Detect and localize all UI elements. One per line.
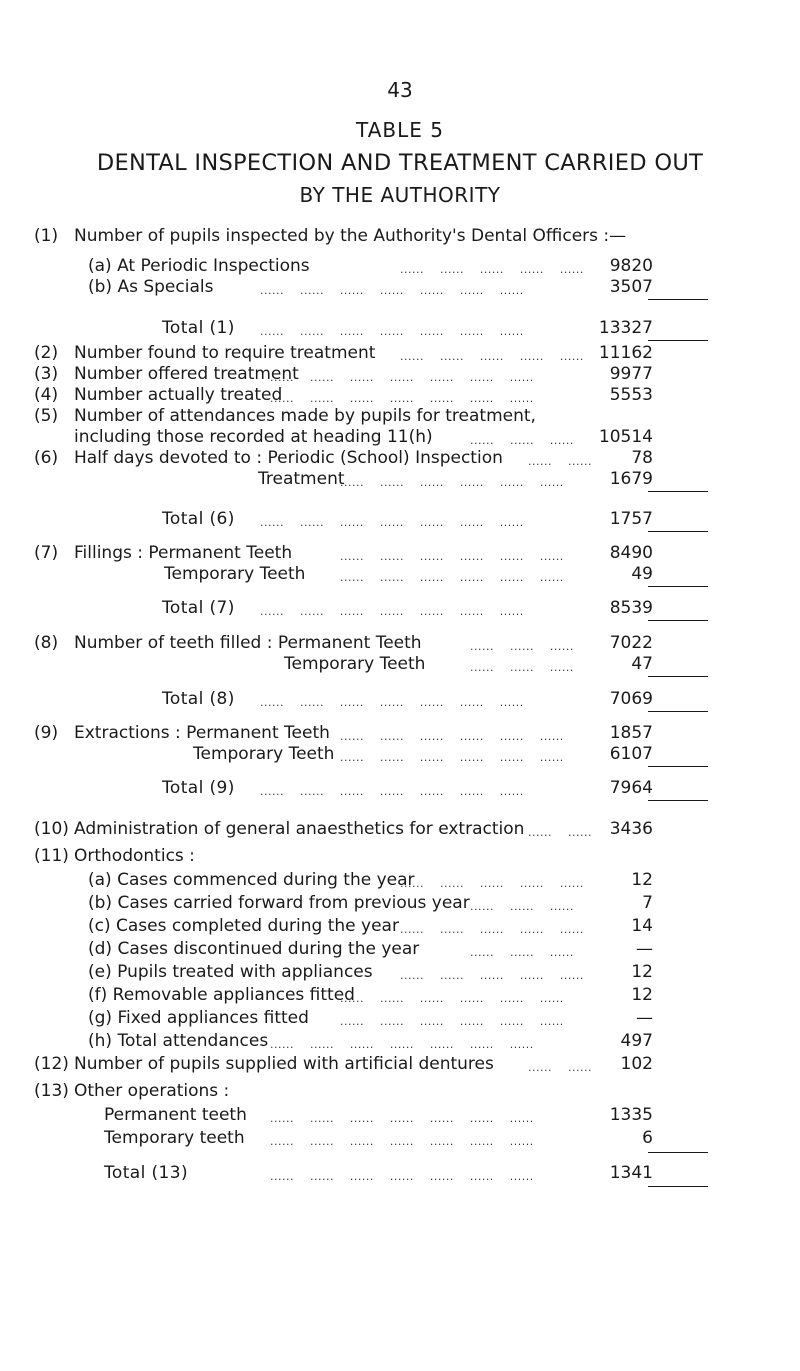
leader-dots: ...... ...... ...... ...... ...... ......	[340, 476, 564, 489]
leader-dots: ...... ...... ......	[470, 640, 574, 653]
row-label: Extractions : Permanent Teeth	[74, 723, 330, 743]
section-1-heading	[0, 225, 800, 247]
row-value: 78	[631, 448, 653, 468]
leader-dots: ...... ...... ...... ...... ...... ...... ......	[270, 1170, 534, 1183]
row-value: 497	[620, 1031, 653, 1051]
leader-dots: ...... ...... ...... ...... ...... ...... ......	[260, 325, 524, 338]
row-value: 3507	[609, 277, 653, 297]
row-value: 12	[631, 985, 653, 1005]
total-9-row	[0, 777, 800, 799]
row-label: Temporary Teeth	[193, 744, 335, 764]
section-number: (7)	[34, 543, 59, 563]
total-label: Total (13)	[104, 1163, 189, 1183]
leader-dots: ...... ...... ...... ...... ......	[400, 263, 584, 276]
total-label: Total (6)	[162, 509, 235, 529]
orthodontics-item	[0, 938, 800, 960]
leader-dots: ...... ......	[528, 1061, 592, 1074]
row-value: 10514	[598, 427, 653, 447]
leader-dots: ...... ...... ...... ...... ...... ...... ......	[270, 1112, 534, 1125]
row-label: Treatment	[258, 469, 345, 489]
row-value: 6	[642, 1128, 653, 1148]
section-number: (11)	[34, 846, 69, 866]
total-value: 8539	[609, 598, 653, 618]
section-3-row	[0, 363, 800, 385]
total-rule	[648, 766, 708, 767]
section-5-row	[0, 405, 800, 427]
row-value: 9820	[609, 256, 653, 276]
section-10-row	[0, 818, 800, 840]
total-value: 7069	[609, 689, 653, 709]
row-label: Number found to require treatment	[74, 343, 376, 363]
total-value: 7964	[609, 778, 653, 798]
orthodontics-item	[0, 892, 800, 914]
total-label: Total (9)	[162, 778, 235, 798]
row-value: 3436	[609, 819, 653, 839]
total-1-row	[0, 317, 800, 339]
table-title: TABLE 5	[356, 118, 444, 142]
section-11-heading	[0, 845, 800, 867]
row-value: 5553	[609, 385, 653, 405]
total-rule	[648, 711, 708, 712]
row-label: (b) As Specials	[88, 277, 214, 297]
orthodontics-item	[0, 1007, 800, 1029]
total-8-row	[0, 688, 800, 710]
leader-dots: ...... ...... ...... ...... ...... ...... ......	[260, 696, 524, 709]
row-label: Other operations :	[74, 1081, 230, 1101]
total-6-row	[0, 508, 800, 530]
section-2-row	[0, 342, 800, 364]
leader-dots: ...... ...... ...... ...... ......	[400, 350, 584, 363]
row-value: 102	[620, 1054, 653, 1074]
row-value: 7022	[609, 633, 653, 653]
leader-dots: ...... ...... ......	[470, 661, 574, 674]
total-rule	[648, 800, 708, 801]
section-number: (2)	[34, 343, 59, 363]
leader-dots: ...... ...... ...... ...... ...... ......	[340, 571, 564, 584]
section-number: (8)	[34, 633, 59, 653]
leader-dots: ...... ...... ...... ...... ...... ......	[340, 550, 564, 563]
leader-dots: ...... ...... ...... ...... ...... ......	[340, 730, 564, 743]
section-9-row	[0, 722, 800, 744]
page-number: 43	[387, 78, 413, 102]
total-rule	[648, 340, 708, 341]
section-8-row	[0, 632, 800, 654]
section-number: (13)	[34, 1081, 69, 1101]
leader-dots: ...... ...... ...... ...... ...... ...... ......	[270, 371, 534, 384]
section-8-temp-row	[0, 653, 800, 675]
total-value: 1341	[609, 1163, 653, 1183]
leader-dots: ...... ...... ...... ...... ......	[400, 923, 584, 936]
row-label: Half days devoted to : Periodic (School) Inspection	[74, 448, 503, 468]
row-label: (c) Cases completed during the year	[88, 916, 399, 936]
row-label: Number offered treatment	[74, 364, 299, 384]
row-label: (f) Removable appliances fitted	[88, 985, 355, 1005]
total-13-row	[0, 1162, 800, 1184]
row-value: 49	[631, 564, 653, 584]
row-label: (g) Fixed appliances fitted	[88, 1008, 309, 1028]
row-value: 12	[631, 962, 653, 982]
row-label: Orthodontics :	[74, 846, 195, 866]
row-value: 47	[631, 654, 653, 674]
orthodontics-item	[0, 1030, 800, 1052]
row-label: Number of teeth filled : Permanent Teeth	[74, 633, 422, 653]
orthodontics-item	[0, 869, 800, 891]
section-1a-row	[0, 255, 800, 277]
section-6-treatment-row	[0, 468, 800, 490]
row-value: 12	[631, 870, 653, 890]
row-label: Number actually treated	[74, 385, 283, 405]
row-value: 7	[642, 893, 653, 913]
leader-dots: ...... ...... ...... ...... ...... ......	[340, 992, 564, 1005]
row-label: (a) At Periodic Inspections	[88, 256, 310, 276]
row-value: 8490	[609, 543, 653, 563]
section-12-row	[0, 1053, 800, 1075]
row-label: Number of pupils inspected by the Authority's Dental Officers :—	[74, 226, 627, 246]
leader-dots: ...... ...... ......	[470, 900, 574, 913]
section-number: (12)	[34, 1054, 69, 1074]
section-13-heading	[0, 1080, 800, 1102]
row-label: Administration of general anaesthetics for extraction	[74, 819, 525, 839]
table-heading-line-1: DENTAL INSPECTION AND TREATMENT CARRIED OUT	[96, 150, 704, 176]
section-1b-row	[0, 276, 800, 298]
leader-dots: ...... ...... ...... ...... ...... ...... ......	[260, 284, 524, 297]
row-label: (b) Cases carried forward from previous year	[88, 893, 470, 913]
section-6-row	[0, 447, 800, 469]
section-number: (5)	[34, 406, 59, 426]
table-heading-line-2: BY THE AUTHORITY	[299, 183, 501, 207]
orthodontics-item	[0, 984, 800, 1006]
row-label: including those recorded at heading 11(h)	[74, 427, 433, 447]
section-13-temp-row	[0, 1127, 800, 1149]
total-label: Total (1)	[162, 318, 235, 338]
total-rule	[648, 676, 708, 677]
row-value: —	[636, 1008, 653, 1028]
section-number: (4)	[34, 385, 59, 405]
leader-dots: ...... ...... ...... ...... ...... ......	[340, 1015, 564, 1028]
leader-dots: ...... ...... ...... ...... ...... ...... ......	[270, 1135, 534, 1148]
orthodontics-item	[0, 915, 800, 937]
total-rule	[648, 1152, 708, 1153]
leader-dots: ...... ...... ...... ...... ...... ......	[340, 751, 564, 764]
leader-dots: ...... ...... ...... ...... ...... ...... ......	[270, 392, 534, 405]
row-label: (d) Cases discontinued during the year	[88, 939, 420, 959]
section-4-row	[0, 384, 800, 406]
total-7-row	[0, 597, 800, 619]
row-value: 1679	[609, 469, 653, 489]
total-rule	[648, 1186, 708, 1187]
section-number: (10)	[34, 819, 69, 839]
section-9-temp-row	[0, 743, 800, 765]
row-value: 9977	[609, 364, 653, 384]
leader-dots: ...... ...... ...... ...... ...... ...... ......	[260, 605, 524, 618]
total-rule	[648, 299, 708, 300]
total-value: 1757	[609, 509, 653, 529]
leader-dots: ...... ...... ...... ...... ...... ...... ......	[260, 785, 524, 798]
row-label: Number of pupils supplied with artificial dentures	[74, 1054, 494, 1074]
row-label: (e) Pupils treated with appliances	[88, 962, 373, 982]
total-rule	[648, 491, 708, 492]
section-number: (6)	[34, 448, 59, 468]
total-label: Total (7)	[162, 598, 235, 618]
row-value: 6107	[609, 744, 653, 764]
leader-dots: ...... ......	[528, 826, 592, 839]
section-7-row	[0, 542, 800, 564]
leader-dots: ...... ...... ...... ...... ...... ...... ......	[260, 516, 524, 529]
leader-dots: ...... ...... ...... ...... ......	[400, 877, 584, 890]
section-number: (9)	[34, 723, 59, 743]
row-label: Fillings : Permanent Teeth	[74, 543, 293, 563]
leader-dots: ...... ...... ......	[470, 946, 574, 959]
row-value: 1335	[609, 1105, 653, 1125]
leader-dots: ...... ...... ......	[470, 434, 574, 447]
total-value: 13327	[598, 318, 653, 338]
row-label: Temporary Teeth	[164, 564, 306, 584]
total-rule	[648, 620, 708, 621]
total-label: Total (8)	[162, 689, 235, 709]
total-rule	[648, 531, 708, 532]
row-value: 11162	[598, 343, 653, 363]
row-label: Number of attendances made by pupils for treatment,	[74, 406, 536, 426]
section-5-row-cont	[0, 426, 800, 448]
leader-dots: ...... ...... ...... ...... ...... ...... ......	[270, 1038, 534, 1051]
row-label: Temporary Teeth	[284, 654, 426, 674]
row-value: —	[636, 939, 653, 959]
section-number: (3)	[34, 364, 59, 384]
row-value: 14	[631, 916, 653, 936]
section-7-temp-row	[0, 563, 800, 585]
row-label: Temporary teeth	[104, 1128, 245, 1148]
total-rule	[648, 586, 708, 587]
row-label: (h) Total attendances	[88, 1031, 269, 1051]
row-label: (a) Cases commenced during the year	[88, 870, 415, 890]
section-13-perm-row	[0, 1104, 800, 1126]
leader-dots: ...... ......	[528, 455, 592, 468]
row-label: Permanent teeth	[104, 1105, 247, 1125]
section-number: (1)	[34, 226, 59, 246]
row-value: 1857	[609, 723, 653, 743]
leader-dots: ...... ...... ...... ...... ......	[400, 969, 584, 982]
orthodontics-item	[0, 961, 800, 983]
